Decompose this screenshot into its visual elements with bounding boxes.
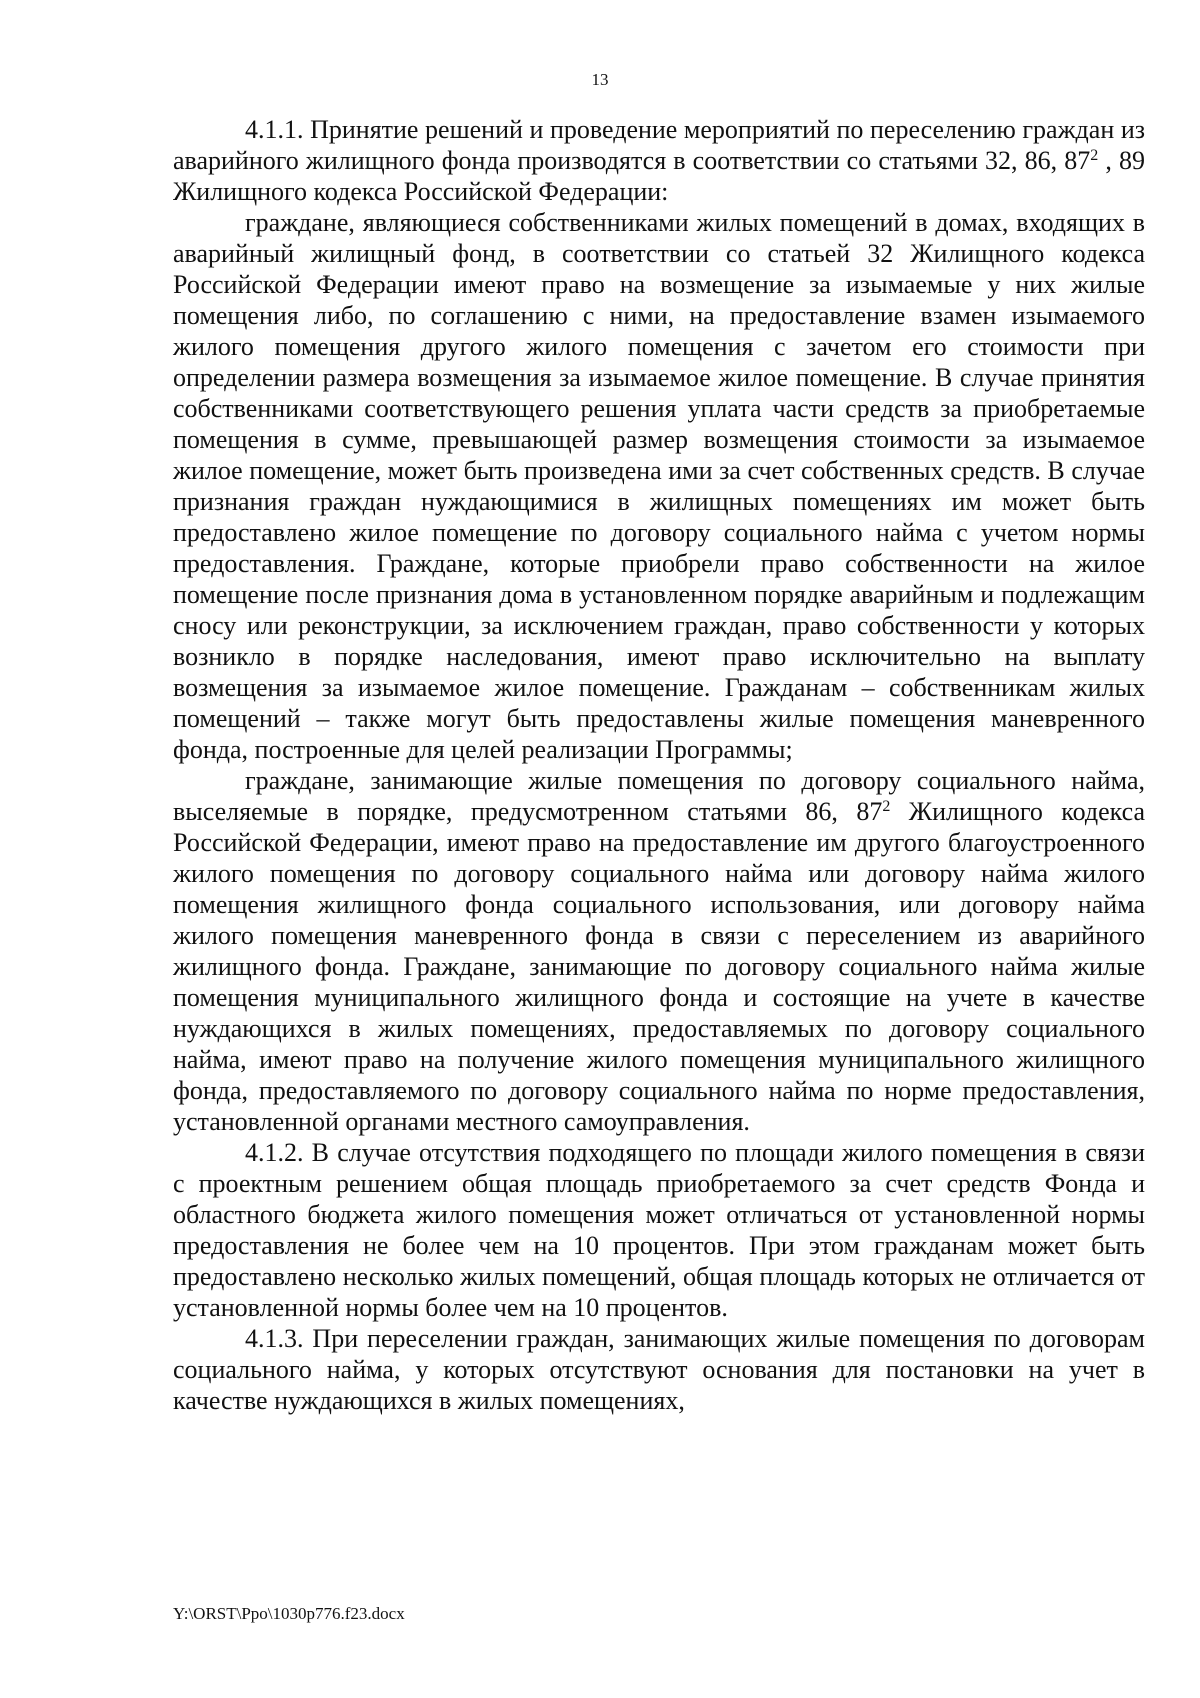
paragraph-text: 4.1.2. В случае отсутствия подходящего по площади жилого помещения в связи с проектным решением общая площадь приобретаемого за счет средств Фонда и областного бюджета жилого помещения может отличаться от установленной нормы предоставления не более чем на 10 процентов. При этом гражданам может быть предоставлено несколько жилых помещений, общая площадь которых не отличается от установленной нормы более чем на 10 процентов.: [173, 1138, 1145, 1322]
document-body: [173, 114, 1145, 1416]
footer-file-path: Y:\ORST\Ppo\1030p776.f23.docx: [173, 1604, 405, 1623]
superscript: 2: [1090, 147, 1099, 164]
paragraph-social-tenants: [173, 765, 1145, 1137]
paragraph-4-1-3: [173, 1323, 1145, 1416]
paragraph-text: 4.1.3. При переселении граждан, занимающих жилые помещения по договорам социального найма, у которых отсутствуют основания для постановки на учет в качестве нуждающихся в жилых помещениях,: [173, 1324, 1145, 1415]
paragraph-text: граждане, занимающие жилые помещения по договору социального найма, выселяемые в порядке, предусмотренном статьями 86, 87: [173, 766, 1145, 826]
superscript: 2: [882, 798, 891, 815]
paragraph-4-1-2: [173, 1137, 1145, 1323]
paragraph-text-continued: , 89 Жилищного кодекса Российской Федерации:: [173, 146, 1145, 206]
paragraph-owners: [173, 207, 1145, 765]
paragraph-text-continued: Жилищного кодекса Российской Федерации, имеют право на предоставление им другого благоустроенного жилого помещения по договору социального найма или договору найма жилого помещения жилищного фонда социального использования, или договору найма жилого помещения маневренного фонда в связи с переселением из аварийного жилищного фонда. Граждане, занимающие по договору социального найма жилые помещения муниципального жилищного фонда и состоящие на учете в качестве нуждающихся в жилых помещениях, предоставляемых по договору социального найма, имеют право на получение жилого помещения муниципального жилищного фонда, предоставляемого по договору социального найма по норме предоставления, установленной органами местного самоуправления.: [173, 797, 1145, 1136]
paragraph-text: 4.1.1. Принятие решений и проведение мероприятий по переселению граждан из аварийного жилищного фонда производятся в соответствии со статьями 32, 86, 87: [173, 115, 1145, 175]
paragraph-4-1-1: [173, 114, 1145, 207]
page-number: 13: [591, 70, 609, 89]
paragraph-text: граждане, являющиеся собственниками жилых помещений в домах, входящих в аварийный жилищный фонд, в соответствии со статьей 32 Жилищного кодекса Российской Федерации имеют право на возмещение за изымаемые у них жилые помещения либо, по соглашению с ними, на предоставление взамен изымаемого жилого помещения другого жилого помещения с зачетом его стоимости при определении размера возмещения за изымаемое жилое помещение. В случае принятия собственниками соответствующего решения уплата части средств за приобретаемые помещения в сумме, превышающей размер возмещения стоимости за изымаемое жилое помещение, может быть произведена ими за счет собственных средств. В случае признания граждан нуждающимися в жилищных помещениях им может быть предоставлено жилое помещение по договору социального найма с учетом нормы предоставления. Граждане, которые приобрели право собственности на жилое помещение после признания дома в установленном порядке аварийным и подлежащим сносу или реконструкции, за исключением граждан, право собственности у которых возникло в порядке наследования, имеют право исключительно на выплату возмещения за изымаемое жилое помещение. Гражданам – собственникам жилых помещений – также могут быть предоставлены жилые помещения маневренного фонда, построенные для целей реализации Программы;: [173, 208, 1145, 764]
